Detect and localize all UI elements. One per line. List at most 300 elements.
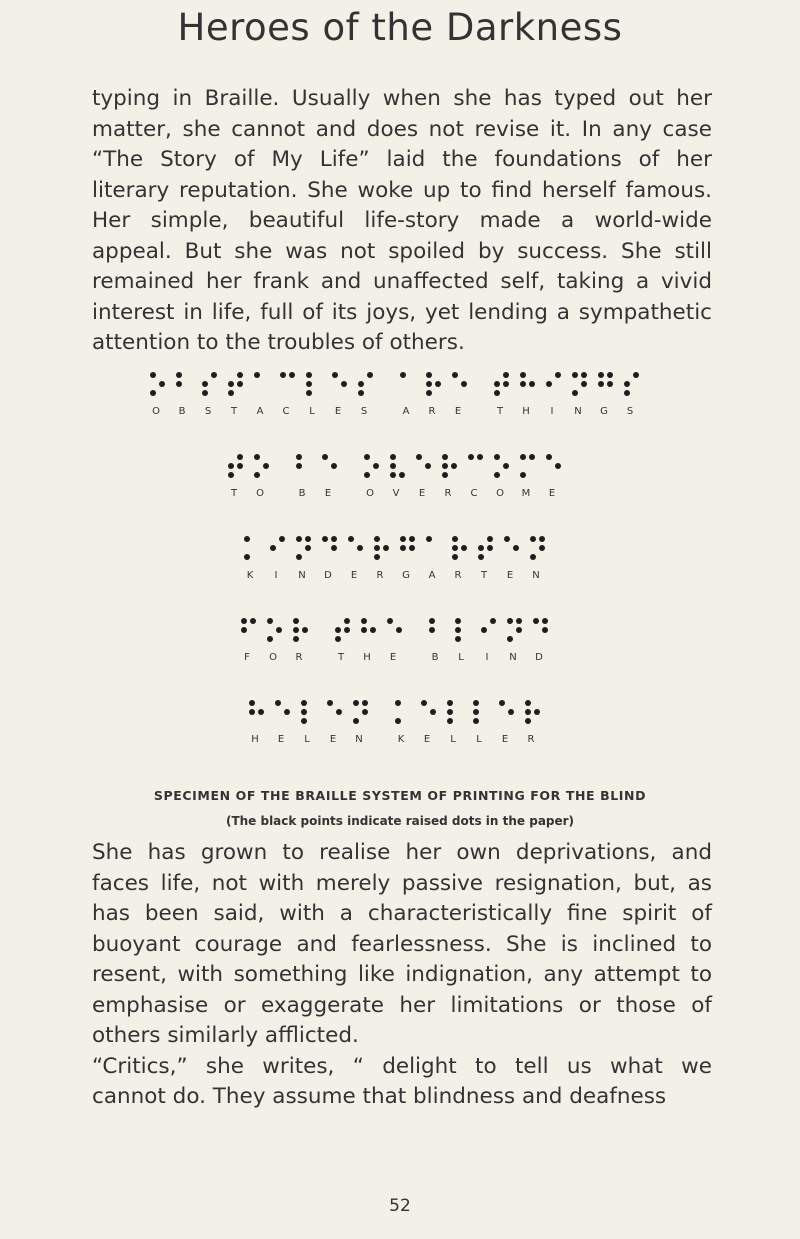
braille-dot xyxy=(306,381,312,387)
braille-cell xyxy=(400,372,418,417)
braille-dot xyxy=(395,700,401,706)
braille-dot xyxy=(228,472,234,478)
braille-cell xyxy=(327,700,345,745)
braille-letter-label: I xyxy=(274,570,278,581)
specimen-caption: SPECIMEN OF THE BRAILLE SYSTEM OF PRINTING FOR THE BLIND xyxy=(153,788,647,803)
braille-dot xyxy=(202,381,208,387)
braille-dot xyxy=(525,718,531,724)
braille-letter-label: N xyxy=(509,652,517,663)
braille-dot xyxy=(241,618,247,624)
braille-dot xyxy=(542,627,548,633)
braille-letter-label: A xyxy=(428,570,436,581)
braille-dot xyxy=(254,454,260,460)
braille-dot xyxy=(267,618,273,624)
braille-dot xyxy=(452,545,458,551)
braille-dot xyxy=(508,709,514,715)
braille-dot xyxy=(228,390,234,396)
braille-dot xyxy=(425,463,431,469)
braille-cell xyxy=(335,618,353,663)
braille-letter-label: O xyxy=(152,406,160,417)
braille-dot xyxy=(302,627,308,633)
braille-dot xyxy=(520,381,526,387)
braille-dot xyxy=(503,463,509,469)
braille-dot xyxy=(430,709,436,715)
braille-dot xyxy=(358,390,364,396)
braille-letter-label: E xyxy=(334,406,342,417)
braille-dot xyxy=(176,372,182,378)
braille-letter-label: T xyxy=(496,406,504,417)
braille-cell xyxy=(546,372,564,417)
braille-dot xyxy=(362,700,368,706)
braille-letter-label: E xyxy=(329,734,337,745)
braille-dot xyxy=(293,636,299,642)
braille-dot xyxy=(305,545,311,551)
braille-dot xyxy=(633,372,639,378)
braille-dot xyxy=(289,372,295,378)
braille-letter-label: E xyxy=(418,488,426,499)
braille-dot xyxy=(426,536,432,542)
braille-cell xyxy=(254,372,272,417)
braille-dot xyxy=(293,618,299,624)
braille-dot xyxy=(442,454,448,460)
braille-letter-label: S xyxy=(360,406,368,417)
braille-dot xyxy=(367,372,373,378)
braille-dot xyxy=(237,463,243,469)
braille-cell xyxy=(176,372,194,417)
braille-letter-label: C xyxy=(282,406,290,417)
braille-dot xyxy=(442,472,448,478)
braille-dot xyxy=(539,545,545,551)
braille-dot xyxy=(429,618,435,624)
braille-dot xyxy=(473,718,479,724)
braille-letter-label: R xyxy=(295,652,303,663)
braille-dot xyxy=(331,536,337,542)
braille-cell xyxy=(322,454,340,499)
braille-dot xyxy=(555,372,561,378)
braille-dot xyxy=(409,545,415,551)
braille-letter-label: G xyxy=(600,406,608,417)
braille-cell xyxy=(228,372,246,417)
braille-dot xyxy=(598,372,604,378)
braille-dot xyxy=(478,554,484,560)
braille-letter-label: E xyxy=(350,570,358,581)
braille-dot xyxy=(362,709,368,715)
text-line: buoyant courage and fearlessness. She is inclined to xyxy=(92,931,712,957)
page-number: 52 xyxy=(389,1196,411,1216)
braille-cell xyxy=(249,700,267,745)
braille-dot xyxy=(555,463,561,469)
braille-letter-label: R xyxy=(454,570,462,581)
braille-dot xyxy=(455,636,461,642)
braille-dot xyxy=(426,390,432,396)
braille-letter-label: D xyxy=(324,570,332,581)
braille-dot xyxy=(581,381,587,387)
braille-dot xyxy=(494,390,500,396)
braille-dot xyxy=(607,381,613,387)
braille-dot xyxy=(452,372,458,378)
braille-cell xyxy=(275,700,293,745)
braille-dot xyxy=(353,718,359,724)
braille-dot xyxy=(296,536,302,542)
braille-dot xyxy=(452,554,458,560)
braille-dot xyxy=(624,390,630,396)
braille-dot xyxy=(396,627,402,633)
braille-dot xyxy=(327,700,333,706)
braille-cell xyxy=(499,700,517,745)
braille-letter-label: O xyxy=(496,488,504,499)
braille-letter-label: A xyxy=(256,406,264,417)
braille-cell xyxy=(426,536,444,581)
braille-dot xyxy=(228,381,234,387)
braille-dot xyxy=(241,627,247,633)
braille-dot xyxy=(374,536,380,542)
text-line: faces life, not with merely passive resignation, but, as xyxy=(92,870,712,896)
braille-cell xyxy=(455,618,473,663)
braille-dot xyxy=(159,381,165,387)
braille-cell xyxy=(624,372,642,417)
braille-dot xyxy=(607,372,613,378)
braille-letter-label: H xyxy=(363,652,371,663)
braille-dot xyxy=(322,454,328,460)
braille-cell xyxy=(395,700,413,745)
text-line: “The Story of My Life” laid the foundations of her xyxy=(92,147,712,172)
braille-dot xyxy=(451,463,457,469)
text-line: Her simple, beautiful life-story made a world-wide xyxy=(92,208,712,233)
braille-letter-label: L xyxy=(309,406,315,417)
braille-dot xyxy=(516,618,522,624)
braille-dot xyxy=(150,390,156,396)
braille-dot xyxy=(533,618,539,624)
braille-cell xyxy=(296,536,314,581)
braille-cell xyxy=(296,454,314,499)
braille-letter-label: E xyxy=(501,734,509,745)
braille-dot xyxy=(279,536,285,542)
braille-dot xyxy=(546,454,552,460)
braille-dot xyxy=(344,627,350,633)
running-head: Heroes of the Darkness xyxy=(177,6,623,49)
braille-letter-label: S xyxy=(626,406,634,417)
braille-cell xyxy=(322,536,340,581)
braille-dot xyxy=(336,709,342,715)
braille-cell xyxy=(525,700,543,745)
braille-cell xyxy=(452,536,470,581)
braille-cell xyxy=(202,372,220,417)
braille-cell xyxy=(241,618,259,663)
braille-dot xyxy=(296,554,302,560)
braille-dot xyxy=(370,627,376,633)
braille-dot xyxy=(249,700,255,706)
text-line: She has grown to realise her own deprivations, and xyxy=(92,840,712,865)
braille-letter-label: L xyxy=(450,734,456,745)
braille-cell xyxy=(353,700,371,745)
braille-letter-label: R xyxy=(428,406,436,417)
braille-letter-label: T xyxy=(480,570,488,581)
braille-letter-label: B xyxy=(431,652,439,663)
braille-dot xyxy=(400,545,406,551)
braille-dot xyxy=(447,700,453,706)
braille-letter-label: H xyxy=(522,406,530,417)
braille-dot xyxy=(520,372,526,378)
text-line: typing in Braille. Usually when she has typed out her xyxy=(92,86,712,111)
braille-dot xyxy=(504,536,510,542)
braille-cell xyxy=(150,372,168,417)
braille-dot xyxy=(306,390,312,396)
braille-dot xyxy=(581,372,587,378)
braille-dot xyxy=(306,372,312,378)
braille-cell xyxy=(390,454,408,499)
braille-dot xyxy=(516,627,522,633)
braille-letter-label: K xyxy=(397,734,405,745)
braille-dot xyxy=(473,700,479,706)
braille-dot xyxy=(572,372,578,378)
braille-dot xyxy=(341,381,347,387)
braille-cell xyxy=(301,700,319,745)
braille-dot xyxy=(296,454,302,460)
braille-dot xyxy=(373,463,379,469)
braille-letter-label: O xyxy=(256,488,264,499)
braille-letter-label: E xyxy=(423,734,431,745)
braille-dot xyxy=(249,709,255,715)
braille-cell xyxy=(228,454,246,499)
braille-letter-label: D xyxy=(535,652,543,663)
text-line: has been said, with a characteristically fine spirit of xyxy=(92,901,712,926)
braille-dot xyxy=(357,545,363,551)
text-line: matter, she cannot and does not revise it. In any case xyxy=(92,116,712,142)
braille-dot xyxy=(490,618,496,624)
braille-letter-label: B xyxy=(298,488,306,499)
braille-letter-label: N xyxy=(355,734,363,745)
paragraph-1 xyxy=(92,84,712,359)
braille-dot xyxy=(429,627,435,633)
braille-dot xyxy=(361,618,367,624)
braille-cell xyxy=(293,618,311,663)
text-line: appeal. But she was not spoiled by success. She still xyxy=(92,238,712,264)
braille-cell xyxy=(447,700,465,745)
braille-dot xyxy=(513,545,519,551)
braille-dot xyxy=(400,372,406,378)
braille-cell xyxy=(426,372,444,417)
braille-letter-label: S xyxy=(204,406,212,417)
braille-dot xyxy=(624,381,630,387)
braille-dot xyxy=(525,709,531,715)
braille-cell xyxy=(533,618,551,663)
braille-cell xyxy=(478,536,496,581)
braille-letter-label: C xyxy=(470,488,478,499)
braille-dot xyxy=(426,372,432,378)
text-line: resent, with something like indignation, any attempt to xyxy=(92,962,712,987)
braille-cell xyxy=(504,536,522,581)
braille-letter-label: L xyxy=(458,652,464,663)
braille-letter-label: B xyxy=(178,406,186,417)
braille-dot xyxy=(530,536,536,542)
braille-cell xyxy=(306,372,324,417)
text-line: emphasise or exaggerate her limitations or those of xyxy=(92,992,712,1018)
braille-dot xyxy=(534,709,540,715)
braille-letter-label: F xyxy=(244,652,250,663)
braille-letter-label: L xyxy=(476,734,482,745)
braille-cell xyxy=(442,454,460,499)
braille-dot xyxy=(520,472,526,478)
braille-letter-label: E xyxy=(548,488,556,499)
braille-dot xyxy=(270,545,276,551)
braille-dot xyxy=(364,472,370,478)
specimen-note: (The black points indicate raised dots in the paper) xyxy=(225,814,575,828)
braille-dot xyxy=(390,454,396,460)
braille-dot xyxy=(390,472,396,478)
braille-dot xyxy=(529,381,535,387)
text-line: attention to the troubles of others. xyxy=(92,330,465,355)
braille-dot xyxy=(520,454,526,460)
braille-dot xyxy=(383,545,389,551)
braille-dot xyxy=(525,700,531,706)
braille-cell xyxy=(361,618,379,663)
braille-dot xyxy=(503,372,509,378)
text-line: literary reputation. She woke up to find herself famous. xyxy=(92,177,712,203)
braille-cell xyxy=(280,372,298,417)
braille-dot xyxy=(421,700,427,706)
braille-letter-label: E xyxy=(324,488,332,499)
braille-dot xyxy=(455,618,461,624)
braille-dot xyxy=(481,627,487,633)
braille-letter-label: I xyxy=(550,406,554,417)
braille-dot xyxy=(250,618,256,624)
braille-dot xyxy=(211,372,217,378)
braille-dot xyxy=(399,472,405,478)
braille-dot xyxy=(301,718,307,724)
braille-dot xyxy=(478,545,484,551)
braille-letter-label: I xyxy=(485,652,489,663)
braille-cell xyxy=(358,372,376,417)
braille-letter-label: O xyxy=(366,488,374,499)
braille-cell xyxy=(267,618,285,663)
braille-dot xyxy=(202,390,208,396)
braille-dot xyxy=(293,627,299,633)
braille-dot xyxy=(374,545,380,551)
braille-cell xyxy=(429,618,447,663)
braille-dot xyxy=(244,536,250,542)
braille-dot xyxy=(254,372,260,378)
braille-cell xyxy=(374,536,392,581)
braille-cell xyxy=(244,536,262,581)
braille-cell xyxy=(468,454,486,499)
braille-letter-label: V xyxy=(392,488,400,499)
braille-letter-label: G xyxy=(402,570,410,581)
braille-dot xyxy=(267,636,273,642)
braille-cell xyxy=(364,454,382,499)
braille-letter-label: E xyxy=(454,406,462,417)
braille-dot xyxy=(542,618,548,624)
braille-dot xyxy=(503,381,509,387)
braille-letter-label: T xyxy=(230,488,238,499)
braille-dot xyxy=(254,472,260,478)
braille-dot xyxy=(331,463,337,469)
braille-letter-label: N xyxy=(298,570,306,581)
braille-dot xyxy=(452,536,458,542)
braille-dot xyxy=(335,636,341,642)
braille-dot xyxy=(494,381,500,387)
text-line: interest in life, full of its joys, yet lending a sympathetic xyxy=(92,299,712,325)
braille-cell xyxy=(270,536,288,581)
braille-dot xyxy=(529,454,535,460)
braille-dot xyxy=(353,700,359,706)
braille-dot xyxy=(477,454,483,460)
braille-dot xyxy=(296,463,302,469)
braille-dot xyxy=(244,554,250,560)
braille-cell xyxy=(400,536,418,581)
braille-dot xyxy=(301,700,307,706)
braille-cell xyxy=(507,618,525,663)
braille-cell xyxy=(520,372,538,417)
braille-letter-label: L xyxy=(304,734,310,745)
braille-dot xyxy=(416,454,422,460)
braille-dot xyxy=(461,381,467,387)
braille-dot xyxy=(546,381,552,387)
braille-dot xyxy=(150,372,156,378)
braille-dot xyxy=(473,709,479,715)
braille-dot xyxy=(507,618,513,624)
braille-specimen xyxy=(150,372,650,782)
braille-letter-label: E xyxy=(389,652,397,663)
braille-cell xyxy=(332,372,350,417)
braille-dot xyxy=(507,636,513,642)
braille-dot xyxy=(237,381,243,387)
braille-dot xyxy=(263,463,269,469)
braille-dot xyxy=(344,618,350,624)
braille-cell xyxy=(254,454,272,499)
text-line: “Critics,” she writes, “ delight to tell us what we xyxy=(92,1053,712,1079)
braille-letter-label: R xyxy=(376,570,384,581)
braille-dot xyxy=(358,381,364,387)
braille-dot xyxy=(284,709,290,715)
braille-letter-label: K xyxy=(246,570,254,581)
braille-letter-label: A xyxy=(402,406,410,417)
braille-dot xyxy=(468,454,474,460)
braille-cell xyxy=(452,372,470,417)
braille-dot xyxy=(494,472,500,478)
braille-dot xyxy=(435,381,441,387)
braille-cell xyxy=(348,536,366,581)
braille-dot xyxy=(228,463,234,469)
braille-dot xyxy=(276,627,282,633)
braille-letter-label: R xyxy=(444,488,452,499)
braille-dot xyxy=(494,454,500,460)
braille-dot xyxy=(237,454,243,460)
braille-cell xyxy=(494,372,512,417)
braille-cell xyxy=(598,372,616,417)
braille-cell xyxy=(473,700,491,745)
braille-dot xyxy=(322,536,328,542)
text-line: others similarly afflicted. xyxy=(92,1023,359,1048)
braille-dot xyxy=(348,536,354,542)
braille-letter-label: H xyxy=(251,734,259,745)
braille-cell xyxy=(546,454,564,499)
braille-letter-label: E xyxy=(506,570,514,581)
paragraph-2 xyxy=(92,838,712,1113)
braille-dot xyxy=(487,536,493,542)
braille-letter-label: O xyxy=(269,652,277,663)
text-line: cannot do. They assume that blindness and deafness xyxy=(92,1084,667,1109)
braille-dot xyxy=(364,454,370,460)
braille-dot xyxy=(387,618,393,624)
braille-dot xyxy=(305,536,311,542)
text-line: remained her frank and unaffected self, taking a vivid xyxy=(92,269,712,294)
braille-dot xyxy=(409,536,415,542)
braille-cell xyxy=(481,618,499,663)
braille-letter-label: M xyxy=(521,488,531,499)
braille-dot xyxy=(301,709,307,715)
braille-dot xyxy=(461,545,467,551)
braille-dot xyxy=(176,381,182,387)
